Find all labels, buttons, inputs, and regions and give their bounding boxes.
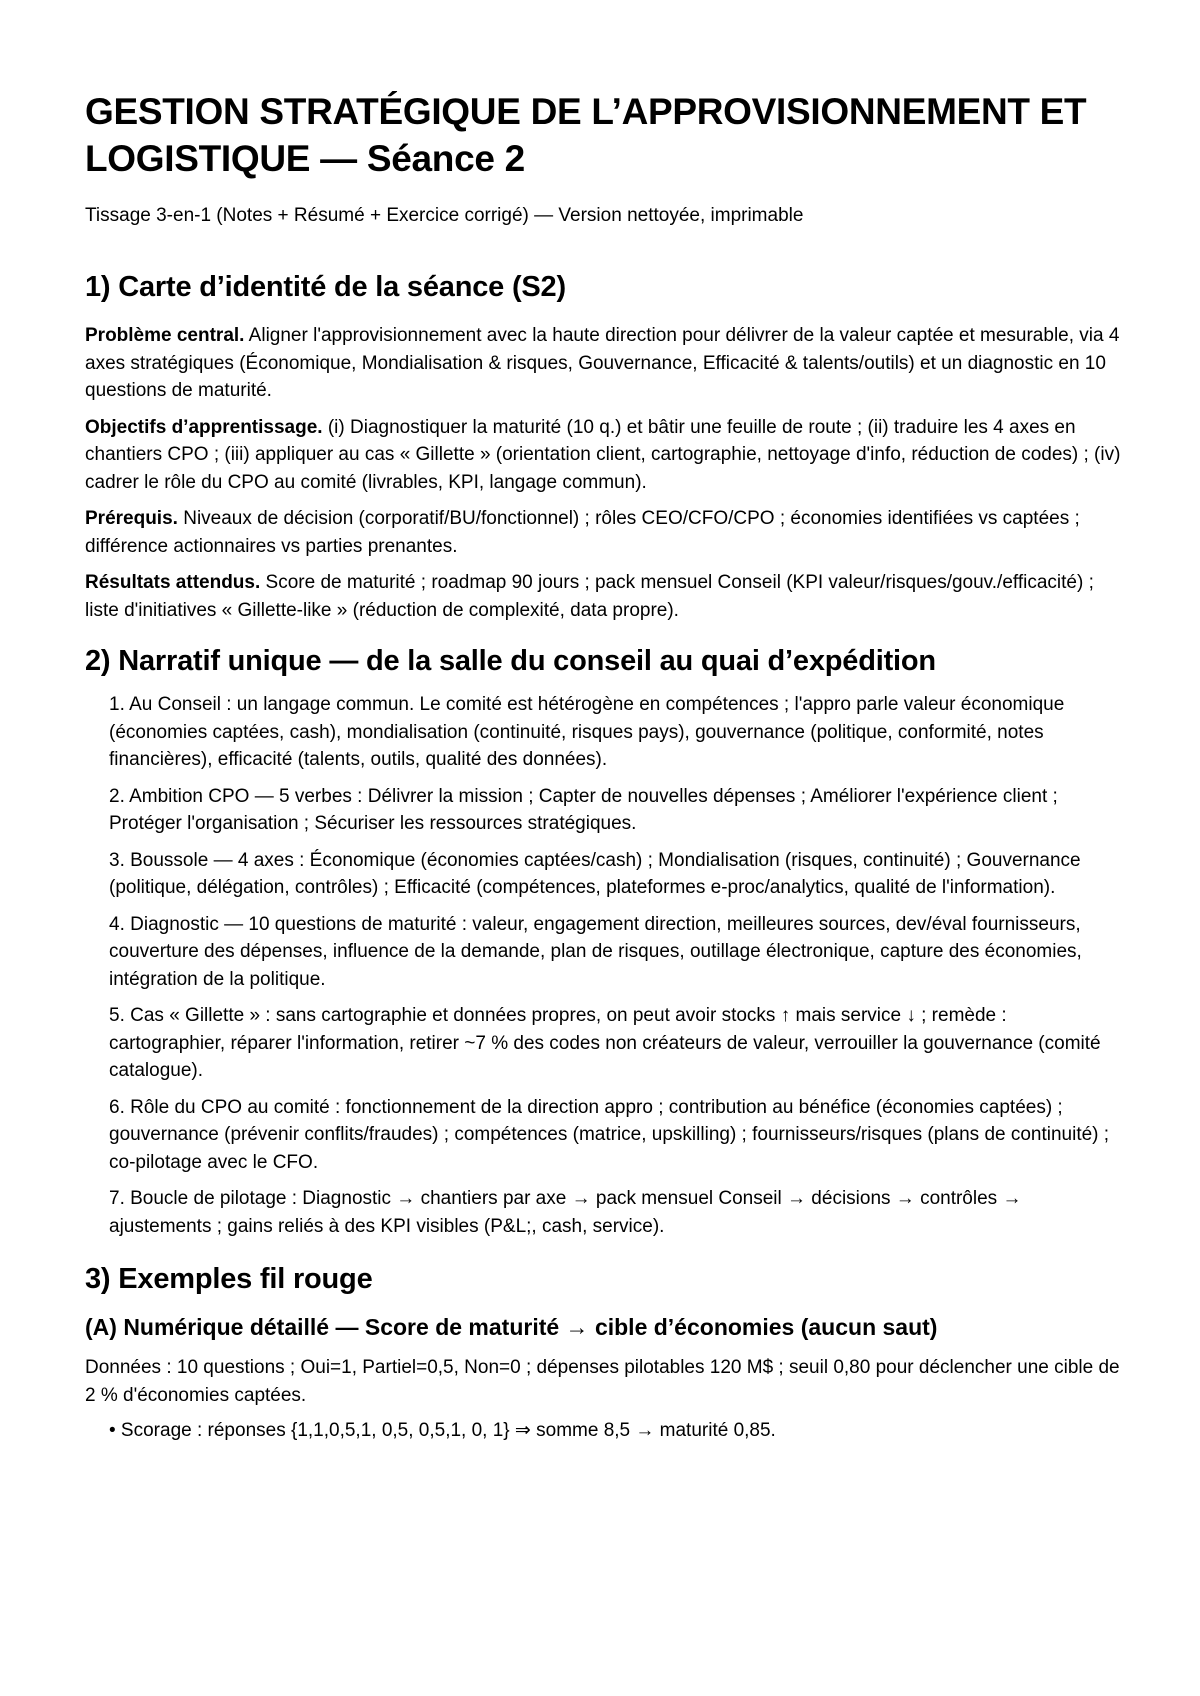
paragraph-probleme-central (85, 322, 1125, 405)
paragraph-label: Objectifs d’apprentissage. (85, 416, 323, 438)
paragraph-label: Résultats attendus. (85, 572, 261, 593)
document-page (85, 88, 1125, 1445)
paragraph-text: Niveaux de décision (corporatif/BU/fonctionnel) ; rôles CEO/CFO/CPO ; économies identifiées vs captées ; différence actionnaires vs parties prenantes. (85, 508, 1080, 557)
paragraph-text: Score de maturité ; roadmap 90 jours ; pack mensuel Conseil (KPI valeur/risques/gouv./efficacité) ; liste d'initiatives « Gillette-like » (réduction de complexité, data propre). (85, 572, 1094, 621)
narrative-list (85, 691, 1125, 1240)
list-item: 2. Ambition CPO — 5 verbes : Délivrer la mission ; Capter de nouvelles dépenses ; Améliorer l'expérience client ; Protéger l'organisation ; Sécuriser les ressources stratégiques. (109, 785, 1058, 834)
list-item: 7. Boucle de pilotage : Diagnostic → chantiers par axe → pack mensuel Conseil → décisions → contrôles → ajustements ; gains reliés à des KPI visibles (P&L;, cash, service). (109, 1188, 1022, 1237)
paragraph-objectifs (85, 414, 1125, 497)
paragraph-prerequis (85, 505, 1125, 560)
example-a-bullet: • Scorage : réponses {1,1,0,5,1, 0,5, 0,5,1, 0, 1} ⇒ somme 8,5 → maturité 0,85. (109, 1420, 776, 1441)
paragraph-text: (i) Diagnostiquer la maturité (10 q.) et bâtir une feuille de route ; (ii) traduire les 4 axes en chantiers CPO ; (iii) appliquer au cas « Gillette » (orientation client, cartographie, nettoyage d'info, réduction de codes) ; (iv) cadrer le rôle du CPO au comité (livrables, KPI, langage commun). (85, 416, 1121, 493)
list-item: 6. Rôle du CPO au comité : fonctionnement de la direction appro ; contribution au bénéfice (économies captées) ; gouvernance (prévenir conflits/fraudes) ; compétences (matrice, upskilling) ; fournisseurs/risques (plans de continuité) ; co-pilotage avec le CFO. (109, 1096, 1110, 1173)
example-a-heading: (A) Numérique détaillé — Score de maturité → cible d’économies (aucun saut) (85, 1314, 938, 1340)
list-item: 3. Boussole — 4 axes : Économique (économies captées/cash) ; Mondialisation (risques, continuité) ; Gouvernance (politique, délégation, contrôles) ; Efficacité (compétences, plateformes e-proc/analytics, qualité de l'information). (109, 849, 1081, 898)
paragraph-resultats (85, 569, 1125, 624)
document-subtitle: Tissage 3-en-1 (Notes + Résumé + Exercice corrigé) — Version nettoyée, imprimable (85, 205, 804, 226)
paragraph-label: Problème central. (85, 325, 245, 346)
paragraph-label: Prérequis. (85, 508, 178, 529)
section-1-heading: 1) Carte d’identité de la séance (S2) (85, 271, 566, 303)
list-item: 5. Cas « Gillette » : sans cartographie et données propres, on peut avoir stocks ↑ mais service ↓ ; remède : cartographier, réparer l'information, retirer ~7 % des codes non créateurs de valeur, verrouiller la gouvernance (comité catalogue). (109, 1005, 1101, 1081)
section-3-heading: 3) Exemples fil rouge (85, 1263, 373, 1295)
list-item: 4. Diagnostic — 10 questions de maturité : valeur, engagement direction, meilleures sources, dev/éval fournisseurs, couverture des dépenses, influence de la demande, plan de risques, outillage électronique, capture des économies, intégration de la politique. (109, 913, 1082, 990)
document-title: GESTION STRATÉGIQUE DE L’APPROVISIONNEMENT ET LOGISTIQUE — Séance 2 (85, 91, 1087, 179)
example-a-data: Données : 10 questions ; Oui=1, Partiel=0,5, Non=0 ; dépenses pilotables 120 M$ ; seuil 0,80 pour déclencher une cible de 2 % d'économies captées. (85, 1357, 1120, 1406)
list-item: 1. Au Conseil : un langage commun. Le comité est hétérogène en compétences ; l'appro parle valeur économique (économies captées, cash), mondialisation (continuité, risques pays), gouvernance (politique, conformité, notes financières), efficacité (talents, outils, qualité des données). (109, 694, 1065, 770)
section-2-heading: 2) Narratif unique — de la salle du conseil au quai d’expédition (85, 645, 936, 677)
paragraph-text: Aligner l'approvisionnement avec la haute direction pour délivrer de la valeur captée et mesurable, via 4 axes stratégiques (Économique, Mondialisation & risques, Gouvernance, Efficacité & talents/outils) et un diagnostic en 10 questions de maturité. (85, 325, 1120, 401)
